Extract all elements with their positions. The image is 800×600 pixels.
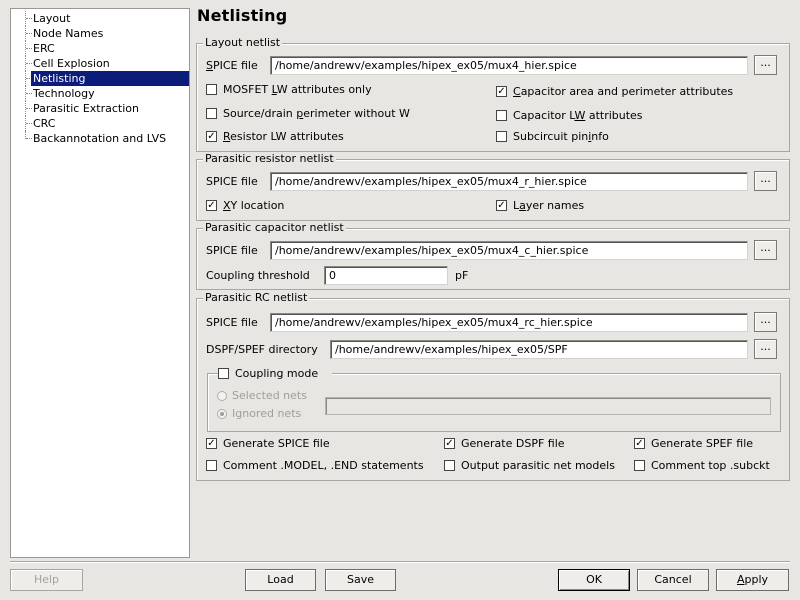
sidebar-item-label: CRC	[33, 117, 56, 130]
checkbox-box[interactable]	[206, 460, 217, 471]
settings-tree[interactable]	[10, 8, 190, 558]
cancel-button[interactable]: Cancel	[637, 569, 709, 591]
resistor-spice-browse-button[interactable]: ...	[754, 171, 777, 191]
spice-file-label: SPICE file	[206, 244, 258, 257]
coupling-threshold-input[interactable]: 0	[324, 266, 448, 285]
checkbox-label: Layer names	[513, 199, 585, 212]
checkbox-box[interactable]	[496, 131, 507, 142]
layout-spice-browse-button[interactable]: ...	[754, 55, 777, 75]
checkbox-label: Resistor LW attributes	[223, 130, 344, 143]
checkmark-icon[interactable]: ✓	[445, 438, 454, 449]
sidebar-item-label: Cell Explosion	[33, 57, 110, 70]
checkbox-box[interactable]	[444, 460, 455, 471]
radio-label: Ignored nets	[232, 407, 302, 420]
group-title: Layout netlist	[205, 36, 281, 49]
checkbox-label: XY location	[223, 199, 285, 212]
checkbox-label: Comment .MODEL, .END statements	[223, 459, 424, 472]
sidebar-item-technology[interactable]	[11, 86, 189, 101]
dspf-spef-directory-label: DSPF/SPEF directory	[206, 343, 318, 356]
checkmark-icon[interactable]: ✓	[207, 131, 216, 142]
apply-button[interactable]: Apply	[716, 569, 789, 591]
parasitic-resistor-group	[196, 152, 790, 221]
sidebar-item-label: Backannotation and LVS	[33, 132, 167, 145]
checkmark-icon[interactable]: ✓	[207, 200, 216, 211]
checkbox-label: Coupling mode	[235, 367, 319, 380]
checkbox-label: Source/drain perimeter without W	[223, 107, 410, 120]
footer-separator	[10, 561, 790, 563]
checkbox-label: Subcircuit pininfo	[513, 130, 609, 143]
coupling-mode-group	[207, 367, 781, 432]
radio-label: Selected nets	[232, 389, 307, 402]
load-button[interactable]: Load	[245, 569, 316, 591]
group-title: Parasitic resistor netlist	[205, 152, 334, 165]
checkbox-label: Generate SPEF file	[651, 437, 754, 450]
coupling-threshold-label: Coupling threshold	[206, 269, 310, 282]
radio-circle[interactable]	[217, 391, 227, 401]
sidebar-item-label: Technology	[33, 87, 95, 100]
radio-circle[interactable]	[217, 409, 227, 419]
checkbox-box[interactable]	[206, 84, 217, 95]
checkbox-box[interactable]	[496, 110, 507, 121]
parasitic-capacitor-group	[196, 221, 790, 290]
sidebar-item-label: Layout	[33, 12, 71, 25]
ok-button[interactable]: OK	[558, 569, 630, 591]
checkbox-box[interactable]	[206, 108, 217, 119]
sidebar-item-erc[interactable]	[11, 41, 189, 56]
sidebar-item-crc[interactable]	[11, 116, 189, 131]
sidebar-item-layout[interactable]	[11, 11, 189, 26]
group-title: Parasitic capacitor netlist	[205, 221, 344, 234]
checkbox-label: Generate SPICE file	[223, 437, 330, 450]
sidebar-item-backannotation-lvs[interactable]	[11, 131, 189, 146]
spice-file-label: SPICE file	[206, 175, 258, 188]
save-button[interactable]: Save	[325, 569, 396, 591]
group-title: Parasitic RC netlist	[205, 291, 308, 304]
sidebar-item-label: Parasitic Extraction	[33, 102, 139, 115]
spice-file-label: SPICE file	[206, 316, 258, 329]
dspf-spef-directory-input[interactable]: /home/andrewv/examples/hipex_ex05/SPF	[330, 340, 748, 359]
checkbox-label: Capacitor area and perimeter attributes	[513, 85, 734, 98]
checkmark-icon[interactable]: ✓	[497, 200, 506, 211]
rc-spice-file-input[interactable]: /home/andrewv/examples/hipex_ex05/mux4_rc_hier.spice	[270, 313, 748, 332]
sidebar-item-label: Node Names	[33, 27, 104, 40]
sidebar-item-label: Netlisting	[31, 71, 189, 86]
checkmark-icon[interactable]: ✓	[635, 438, 644, 449]
layout-spice-file-input[interactable]: /home/andrewv/examples/hipex_ex05/mux4_hier.spice	[270, 56, 748, 75]
rc-spice-browse-button[interactable]: ...	[754, 312, 777, 332]
sidebar-item-parasitic-extraction[interactable]	[11, 101, 189, 116]
dspf-browse-button[interactable]: ...	[754, 339, 777, 359]
coupling-threshold-unit: pF	[455, 269, 469, 282]
coupling-mode-checkbox[interactable]	[218, 367, 332, 381]
page-title: Netlisting	[197, 6, 288, 25]
checkbox-label: MOSFET LW attributes only	[223, 83, 372, 96]
capacitor-spice-file-input[interactable]: /home/andrewv/examples/hipex_ex05/mux4_c_hier.spice	[270, 241, 748, 260]
sidebar-item-netlisting[interactable]	[11, 71, 189, 86]
sidebar-item-node-names[interactable]	[11, 26, 189, 41]
sidebar-item-cell-explosion[interactable]	[11, 56, 189, 71]
help-button[interactable]: Help	[10, 569, 83, 591]
checkbox-label: Output parasitic net models	[461, 459, 615, 472]
checkbox-label: Comment top .subckt	[651, 459, 770, 472]
checkbox-box[interactable]	[634, 460, 645, 471]
checkbox-box[interactable]	[218, 368, 229, 379]
nets-input[interactable]	[325, 397, 771, 415]
spice-file-label: SPICE file	[206, 59, 258, 72]
capacitor-spice-browse-button[interactable]: ...	[754, 240, 777, 260]
parasitic-rc-group	[196, 291, 790, 481]
resistor-spice-file-input[interactable]: /home/andrewv/examples/hipex_ex05/mux4_r_hier.spice	[270, 172, 748, 191]
checkbox-label: Generate DSPF file	[461, 437, 565, 450]
checkmark-icon[interactable]: ✓	[497, 86, 506, 97]
checkmark-icon[interactable]: ✓	[207, 438, 216, 449]
sidebar-item-label: ERC	[33, 42, 55, 55]
checkbox-label: Capacitor LW attributes	[513, 109, 643, 122]
layout-netlist-group	[196, 36, 790, 152]
